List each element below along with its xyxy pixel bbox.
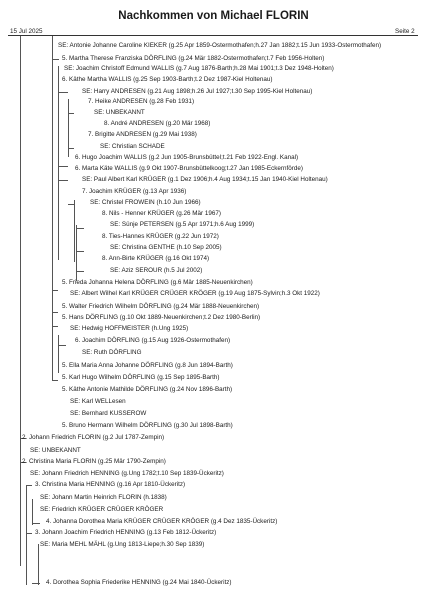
spouse-entry: SE: Christel FROWEIN (h.10 Jun 1966) <box>90 199 201 206</box>
spouse-entry: SE: Johann Friedrich HENNING (g.Ung 1782;t.10 Sep 1839-Ückeritz) <box>30 470 224 477</box>
person-entry: 7. Brigitte ANDRESEN (g.29 Mai 1938) <box>88 131 197 138</box>
tree-branch <box>68 113 74 114</box>
person-entry: 6. Joachim DÖRFLING (g.15 Aug 1926-Ostermothafen) <box>75 337 231 344</box>
person-entry: 6. Hugo Joachim WALLIS (g.2 Jun 1905-Brunsbüttel;t.21 Feb 1922-Engl. Kanal) <box>75 154 299 161</box>
person-entry: 8. Ann-Birte KRÜGER (g.16 Okt 1974) <box>102 255 210 262</box>
tree-branch <box>68 148 74 149</box>
tree-branch <box>76 251 84 252</box>
person-entry: 3. Christina Maria HENNING (g.16 Apr 1810-Ückeritz) <box>35 481 186 488</box>
spouse-entry: SE: Hedwig HOFFMEISTER (h.Ung 1925) <box>70 325 189 332</box>
tree-branch <box>32 583 40 584</box>
tree-connector <box>58 66 59 260</box>
tree-branch <box>76 228 84 229</box>
spouse-entry: SE: Bernhard KUSSEROW <box>70 410 147 417</box>
person-entry: 6. Marta Käte WALLIS (g.9 Okt 1907-Brunsbüttelkoog;t.27 Jan 1985-Eckernförde) <box>75 165 303 172</box>
tree-connector <box>32 499 33 525</box>
tree-branch <box>68 204 74 205</box>
person-entry: 8. André ANDRESEN (g.20 Mär 1968) <box>104 120 211 127</box>
person-entry: 3. Johann Joachim Friedrich HENNING (g.13 Feb 1812-Ückeritz) <box>35 529 217 536</box>
tree-branch <box>52 312 58 313</box>
tree-branch <box>76 271 84 272</box>
report-date: 15 Jul 2025 <box>10 28 43 35</box>
tree-branch <box>58 92 68 93</box>
spouse-entry: SE: Albert Wilhel Karl KRÜGER CRÜGER KRÖGER (g.19 Aug 1875-Sylvin;h.3 Okt 1922) <box>70 290 320 297</box>
tree-branch <box>58 166 68 167</box>
tree-connector <box>58 335 59 373</box>
tree-branch <box>52 290 58 291</box>
spouse-entry: SE: Harry ANDRESEN (g.21 Aug 1898;h.26 Jul 1927;t.30 Sep 1995-Kiel Holtenau) <box>82 88 313 95</box>
tree-branch <box>32 523 40 524</box>
tree-connector <box>76 225 77 281</box>
person-entry: 5. Bruno Hermann Wilhelm DÖRFLING (g.30 Jul 1898-Barth) <box>62 422 233 429</box>
tree-connector <box>26 485 27 585</box>
spouse-entry: SE: Christina GENTHE (h.10 Sep 2005) <box>110 244 222 251</box>
spouse-entry: SE: Joachim Christoff Edmund WALLIS (g.7 Aug 1876-Barth;h.28 Mai 1901;t.3 Dez 1948-Holten) <box>64 65 334 72</box>
person-entry: 5. Ella Maria Anna Johanne DÖRFLING (g.8 Jun 1894-Barth) <box>62 362 233 369</box>
spouse-entry: SE: Paul Albert Karl KRÜGER (g.1 Dez 1906;h.4 Aug 1934;t.15 Jan 1940-Kiel Holtenau) <box>82 176 328 183</box>
spouse-entry: SE: Friedrich KRÜGER CRÜGER KRÖGER <box>40 506 164 513</box>
person-entry: 5. Martha Therese Franziska DÖRFLING (g.24 Mär 1882-Ostermothafen;t.7 Feb 1956-Holten) <box>62 55 325 62</box>
spouse-entry: SE: Ruth DÖRFLING <box>82 349 142 356</box>
spouse-entry: SE: Aziz SEROUR (h.5 Jul 2002) <box>110 267 203 274</box>
spouse-entry: SE: Sünje PETERSEN (g.5 Apr 1971;h.6 Aug 1999) <box>110 221 255 228</box>
person-entry: 4. Johanna Dorothea Maria KRÜGER CRÜGER KRÖGER (g.4 Dez 1835-Ückeritz) <box>46 518 278 525</box>
tree-branch <box>58 345 66 346</box>
person-entry: 5. Hans DÖRFLING (g.10 Okt 1889-Neuenkirchen;t.2 Dez 1980-Berlin) <box>62 314 261 321</box>
person-entry: 5. Käthe Antonie Mathilde DÖRFLING (g.24 Nov 1896-Barth) <box>62 386 233 393</box>
spouse-entry: SE: Karl WELLesen <box>70 398 126 405</box>
tree-branch <box>52 326 58 327</box>
person-entry: 8. Ties-Hannes KRÜGER (g.22 Jun 1972) <box>102 233 219 240</box>
spouse-entry: SE: Christian SCHADE <box>100 143 165 150</box>
person-entry: 6. Käthe Martha WALLIS (g.25 Sep 1903-Barth;t.2 Dez 1987-Kiel Holtenau) <box>62 76 273 83</box>
tree-branch <box>58 180 68 181</box>
person-entry: 5. Walter Friedrich Wilhelm DÖRFLING (g.24 Mär 1888-Neuenkirchen) <box>62 303 260 310</box>
tree-connector <box>74 200 75 262</box>
person-entry: 5. Frieda Johanna Helena DÖRFLING (g.6 Mär 1885-Neuenkirchen) <box>62 279 253 286</box>
spouse-entry: SE: Antonie Johanne Caroline KIEKER (g.25 Apr 1859-Ostermothafen;h.27 Jan 1882;t.15 Jun 1933-Ostermothafen) <box>58 42 382 49</box>
person-entry: 2. Johann Friedrich FLORIN (g.2 Jul 1787-Zempin) <box>22 434 165 441</box>
page-title: Nachkommen von Michael FLORIN <box>118 10 309 22</box>
spouse-entry: SE: Johann Martin Heinrich FLORIN (h.1838) <box>40 494 167 501</box>
spouse-entry: SE: UNBEKANNT <box>94 109 145 116</box>
tree-branch <box>26 533 32 534</box>
page-number: Seite 2 <box>395 28 415 35</box>
person-entry: 8. Nils - Henner KRÜGER (g.26 Mär 1967) <box>102 210 221 217</box>
person-entry: 7. Joachim KRÜGER (g.13 Apr 1936) <box>82 188 187 195</box>
person-entry: 5. Karl Hugo Wilhelm DÖRFLING (g.15 Sep 1895-Barth) <box>62 374 220 381</box>
tree-connector <box>52 36 53 381</box>
tree-branch <box>52 59 59 60</box>
spouse-entry: SE: UNBEKANNT <box>30 447 81 454</box>
tree-connector <box>20 36 21 566</box>
spouse-entry: SE: Maria MEHL MÄHL (g.Ung 1813-Liepe;h.30 Sep 1839) <box>40 541 205 548</box>
header-rule <box>8 35 418 36</box>
person-entry: 7. Heike ANDRESEN (g.28 Feb 1931) <box>88 98 195 105</box>
person-entry: 2. Christina Maria FLORIN (g.25 Mär 1790-Zempin) <box>22 458 166 465</box>
person-entry: 4. Dorothea Sophia Friederike HENNING (g.24 Mai 1840-Ückeritz) <box>46 579 232 586</box>
tree-branch <box>26 485 32 486</box>
tree-branch <box>52 380 58 381</box>
tree-connector <box>38 544 39 585</box>
